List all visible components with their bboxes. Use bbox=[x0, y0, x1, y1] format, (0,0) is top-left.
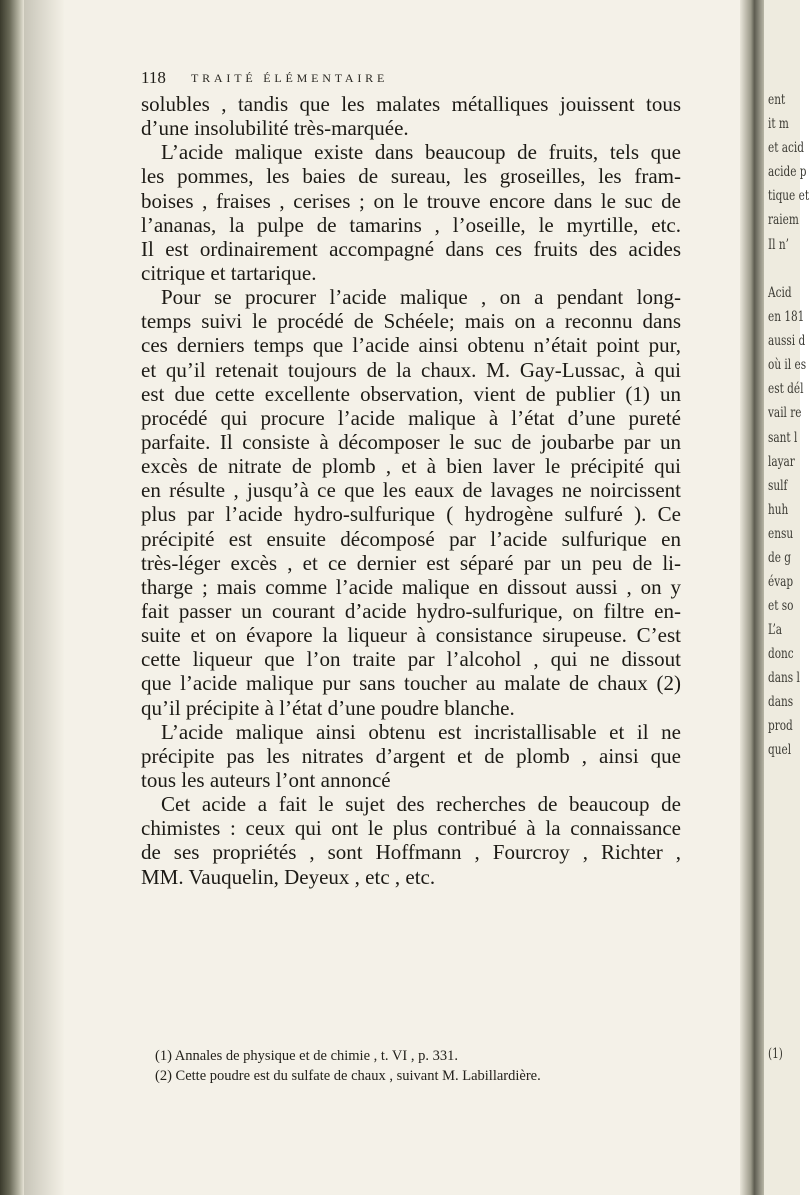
running-head: TRAITÉ ÉLÉMENTAIRE bbox=[191, 71, 389, 85]
facing-text-fragment: Acid bbox=[768, 285, 792, 301]
text-line: citrique et tartarique. bbox=[141, 260, 317, 285]
text-line: solubles , tandis que les malates métalliques jouissent tous bbox=[141, 92, 681, 116]
text-line: procédé qui procure l’acide malique à l’état d’une pureté bbox=[141, 405, 681, 430]
text-line: Cet acide a fait le sujet des recherches de beaucoup de bbox=[161, 792, 681, 817]
text-line: excès de nitrate de plomb , et à bien laver le précipité qui bbox=[141, 454, 681, 479]
page-number: 118 bbox=[141, 68, 166, 87]
binding-shadow bbox=[24, 0, 64, 1195]
body-text bbox=[141, 92, 681, 889]
facing-text-fragment: sulf bbox=[768, 478, 788, 494]
text-line: d’une insolubilité très-marquée. bbox=[141, 116, 409, 141]
text-line: de ses propriétés , sont Hoffmann , Fourcroy , Richter , bbox=[141, 840, 681, 865]
facing-text-fragment: tique et bbox=[768, 188, 809, 204]
facing-text-fragment: raiem bbox=[768, 212, 799, 228]
text-line: Pour se procurer l’acide malique , on a pendant long- bbox=[161, 285, 681, 310]
facing-text-fragment: évap bbox=[768, 574, 794, 590]
facing-text-fragment: L’a bbox=[768, 622, 783, 638]
text-line: L’acide malique ainsi obtenu est incristallisable et il ne bbox=[161, 719, 681, 744]
text-line: tharge ; mais comme l’acide malique en dissout aussi , on y bbox=[141, 574, 681, 599]
facing-text-fragment: donc bbox=[768, 646, 794, 662]
text-line: plus par l’acide hydro-sulfurique ( hydrogène sulfuré ). Ce bbox=[141, 502, 681, 527]
text-line: tous les auteurs l’ont annoncé bbox=[141, 767, 391, 792]
facing-text-fragment: où il es bbox=[768, 357, 807, 373]
facing-text-fragment: sant l bbox=[768, 430, 798, 446]
text-line: et qu’il retenait toujours de la chaux. M. Gay-Lussac, à qui bbox=[141, 357, 681, 382]
text-line: en résulte , jusqu’à ce que les eaux de lavages ne noircissent bbox=[141, 478, 681, 503]
facing-text-fragment: en 181 bbox=[768, 309, 805, 325]
facing-text-fragment: acide p bbox=[768, 164, 807, 180]
facing-text-fragment: dans bbox=[768, 694, 794, 710]
text-line: qu’il précipite à l’état d’une poudre blanche. bbox=[141, 695, 515, 720]
text-line: Il est ordinairement accompagné dans ces fruits des acides bbox=[141, 236, 681, 261]
text-line: L’acide malique existe dans beaucoup de fruits, tels que bbox=[161, 140, 681, 165]
text-line: est due cette excellente observation, vient de publier (1) un bbox=[141, 381, 681, 406]
text-line: fait passer un courant d’acide hydro-sulfurique, on filtre en- bbox=[141, 598, 681, 623]
facing-text-fragment: prod bbox=[768, 718, 793, 734]
text-line: précipité est ensuite décomposé par l’acide sulfurique en bbox=[141, 526, 681, 551]
facing-text-fragment: dans l bbox=[768, 670, 800, 686]
text-line: l’ananas, la pulpe de tamarins , l’oseille, le myrtille, etc. bbox=[141, 212, 681, 237]
facing-text-fragment: et acid bbox=[768, 140, 804, 156]
text-line: précipite pas les nitrates d’argent et de plomb , ainsi que bbox=[141, 743, 681, 768]
binding-edge bbox=[0, 0, 24, 1195]
facing-text-fragment: huh bbox=[768, 502, 789, 518]
facing-text-fragment: Il n’ bbox=[768, 237, 789, 253]
page-header bbox=[141, 68, 555, 90]
facing-text-fragment: layar bbox=[768, 454, 795, 470]
facing-text-fragment: de g bbox=[768, 550, 792, 566]
facing-text-fragment: vail re bbox=[768, 405, 802, 421]
page-gutter bbox=[740, 0, 764, 1195]
footnotes bbox=[141, 1046, 681, 1086]
facing-text-fragment: ent bbox=[768, 92, 786, 108]
facing-text-fragment: it m bbox=[768, 116, 789, 132]
facing-text-fragment: est dél bbox=[768, 381, 804, 397]
facing-page-fragment bbox=[764, 0, 809, 1195]
text-line: cette liqueur que l’on traite par l’alcohol , qui ne dissout bbox=[141, 647, 681, 672]
facing-text-fragment: aussi d bbox=[768, 333, 806, 349]
text-line: très-léger excès , et ce dernier est séparé par un peu de li- bbox=[141, 550, 681, 575]
text-line: chimistes : ceux qui ont le plus contribué à la connaissance bbox=[141, 816, 681, 841]
facing-text-fragment: quel bbox=[768, 742, 792, 758]
footnote: (2) Cette poudre est du sulfate de chaux , suivant M. Labillardière. bbox=[155, 1068, 541, 1084]
text-line: temps suivi le procédé de Schéele; mais on a reconnu dans bbox=[141, 309, 681, 334]
facing-text-fragment: ensu bbox=[768, 526, 794, 542]
footnote: (1) Annales de physique et de chimie , t. VI , p. 331. bbox=[155, 1048, 458, 1064]
facing-text-fragment: (1) bbox=[768, 1046, 783, 1062]
facing-text-fragment: et so bbox=[768, 598, 794, 614]
text-line: les pommes, les baies de sureau, les groseilles, les fram- bbox=[141, 164, 681, 189]
text-line: que l’acide malique pur sans toucher au malate de chaux (2) bbox=[141, 671, 681, 696]
text-line: suite et on évapore la liqueur à consistance sirupeuse. C’est bbox=[141, 623, 681, 648]
text-line: MM. Vauquelin, Deyeux , etc , etc. bbox=[141, 864, 436, 889]
text-line: boises , fraises , cerises ; on le trouve encore dans le suc de bbox=[141, 188, 681, 213]
text-line: ces derniers temps que l’acide ainsi obtenu n’était point pur, bbox=[141, 333, 681, 358]
text-line: parfaite. Il consiste à décomposer le suc de joubarbe par un bbox=[141, 429, 681, 454]
